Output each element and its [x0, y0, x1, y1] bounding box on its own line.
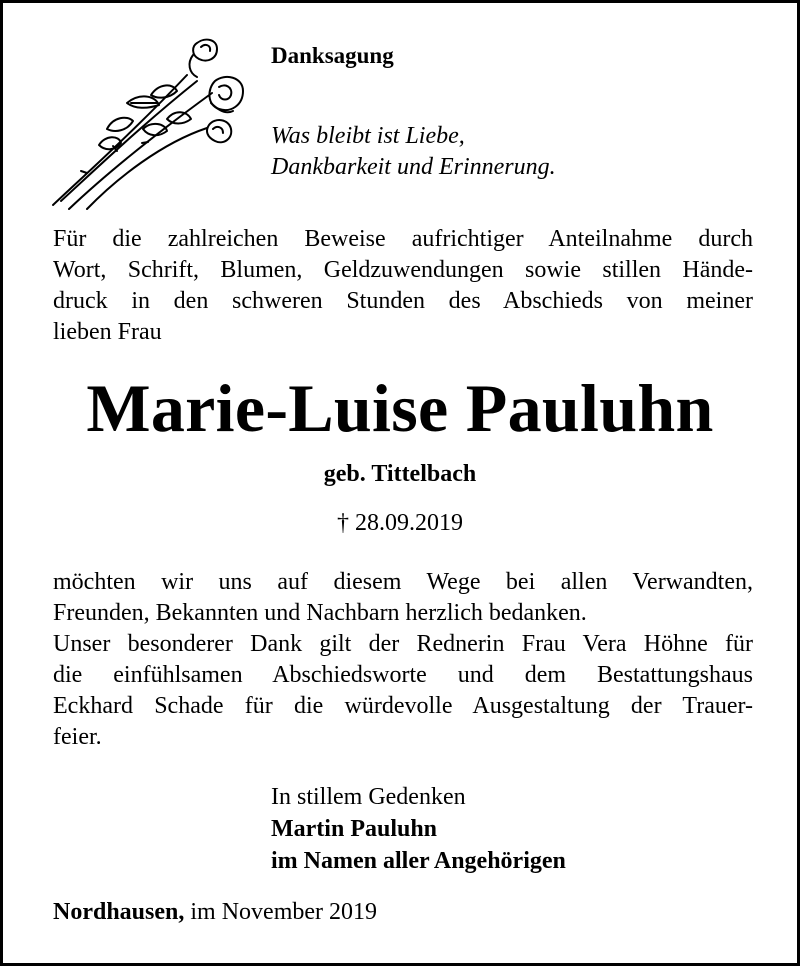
maiden-name: geb. Tittelbach	[323, 461, 477, 487]
motto-line: Dankbarkeit und Erinnerung.	[271, 154, 556, 180]
thanks-line: Freunden, Bekannten und Nachbarn herzlich bedanken.	[53, 600, 587, 626]
thanks-line: die einfühlsamen Abschiedsworte und dem Bestattungshaus	[53, 662, 753, 688]
thanks-line: Eckhard Schade für die würdevolle Ausgestaltung der Trauer-	[53, 693, 753, 719]
thanks-paragraph	[53, 567, 753, 753]
intro-line: Wort, Schrift, Blumen, Geldzuwendungen sowie stillen Hände-	[53, 257, 753, 283]
motto-quote	[271, 121, 556, 183]
thanks-line: möchten wir uns auf diesem Wege bei allen Verwandten,	[53, 569, 753, 595]
intro-line: lieben Frau	[53, 319, 162, 345]
motto-line: Was bleibt ist Liebe,	[271, 123, 465, 149]
intro-line: druck in den schweren Stunden des Abschieds von meiner	[53, 288, 753, 314]
thanks-line: Unser besonderer Dank gilt der Rednerin Frau Vera Höhne für	[53, 631, 753, 657]
deceased-name: Marie-Luise Pauluhn	[86, 370, 714, 446]
signature-block	[271, 781, 566, 877]
signer-name: Martin Pauluhn	[271, 816, 438, 842]
intro-paragraph	[53, 224, 753, 348]
notice-date: im November 2019	[190, 899, 378, 925]
page-title: Danksagung	[271, 43, 394, 68]
signer-relation: im Namen aller Angehörigen	[271, 848, 566, 874]
roses-illustration-icon	[47, 33, 247, 211]
place-date-line	[53, 899, 377, 926]
death-date: † 28.09.2019	[337, 510, 463, 536]
thanks-line: feier.	[53, 724, 102, 750]
closing-phrase: In stillem Gedenken	[271, 784, 466, 810]
intro-line: Für die zahlreichen Beweise aufrichtiger Anteilnahme durch	[53, 226, 753, 252]
place-name: Nordhausen,	[53, 899, 185, 925]
